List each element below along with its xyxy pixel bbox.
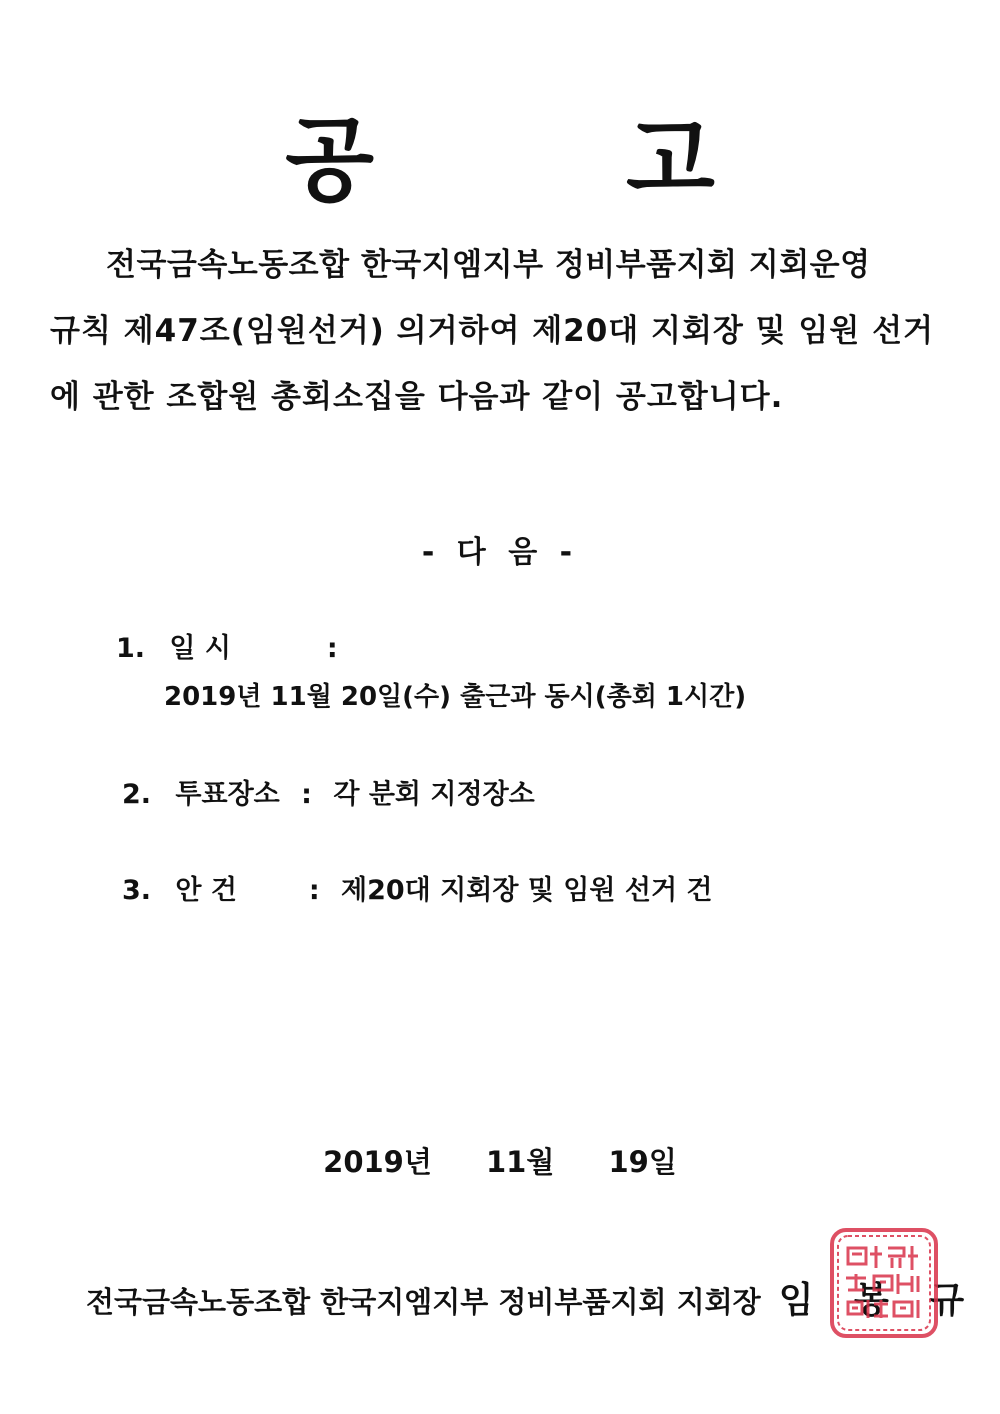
section-heading: - 다 음 - [421,535,579,570]
item-label: 투표장소 [175,779,280,810]
item-number: 3. [122,875,152,906]
schedule-detail: 2019년 11월 20일(수) 출근과 동시(총회 1시간) [164,682,747,712]
intro-line-3: 에 관한 조합원 총회소집을 다음과 같이 공고합니다. [50,379,784,415]
notice-date [0,1140,1000,1181]
item-label: 일 시 [169,633,231,664]
list-item-voting-place [122,772,535,811]
item-colon: : [326,633,338,664]
list-item-schedule [116,626,350,665]
date-day: 19일 [608,1145,677,1179]
date-year: 2019년 [323,1145,432,1179]
intro-line-1: 전국금속노동조합 한국지엠지부 정비부품지회 지회운영 [106,247,871,283]
signature-organization: 전국금속노동조합 한국지엠지부 정비부품지회 지회장 [86,1285,761,1319]
official-seal-stamp [826,1224,942,1342]
intro-paragraph [50,232,950,430]
item-number: 2. [122,779,152,810]
document-title: 공 고 [285,106,825,214]
item-colon: : [301,779,312,810]
list-item-agenda [122,868,713,907]
item-number: 1. [116,633,146,664]
item-value: 각 분회 지정장소 [333,779,535,810]
intro-line-2: 규칙 제47조(임원선거) 의거하여 제20대 지회장 및 임원 선거 [50,313,934,349]
date-month: 11월 [485,1145,555,1179]
item-value: 제20대 지회장 및 임원 선거 건 [341,875,713,906]
item-colon: : [308,875,320,906]
signature-name: 임 봉 규 [778,1279,979,1321]
item-label: 안 건 [175,875,237,906]
